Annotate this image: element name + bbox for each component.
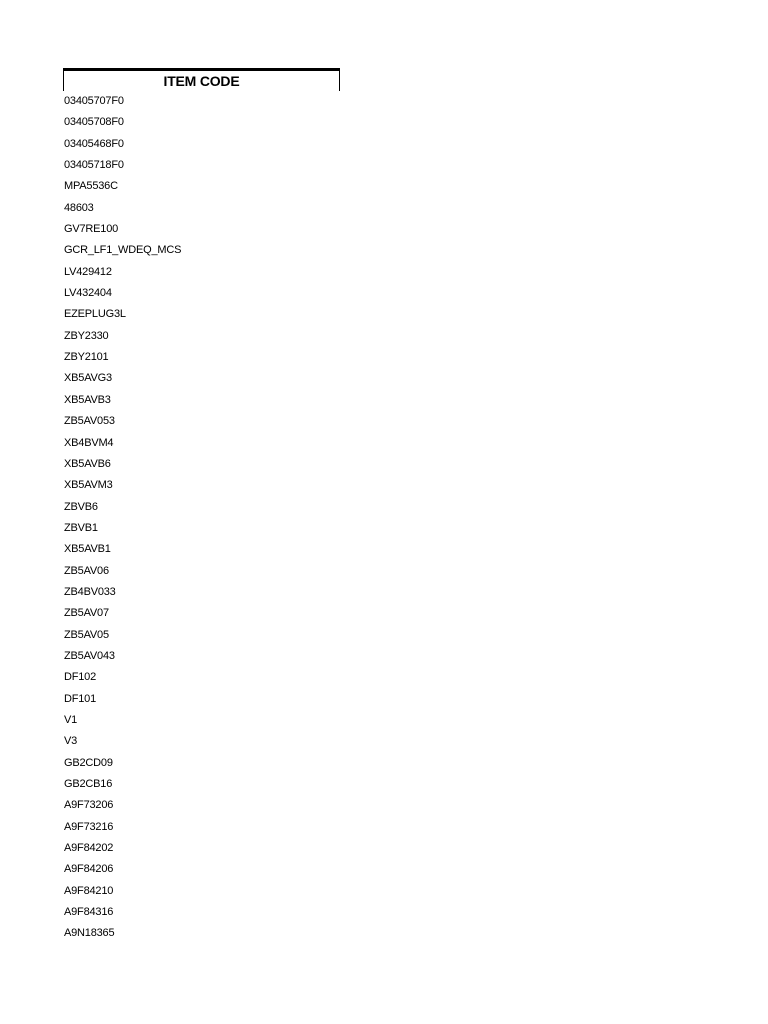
item-code-row: 03405708F0 xyxy=(64,116,124,129)
item-code-row: V3 xyxy=(64,735,78,748)
item-code-row: 48603 xyxy=(64,201,94,214)
item-code-row: LV429412 xyxy=(64,265,112,278)
item-code-row: ZB4BV033 xyxy=(64,585,116,598)
item-code-row: A9F73206 xyxy=(64,799,114,812)
item-code-row: A9N18365 xyxy=(64,927,115,940)
item-code-row: A9F84202 xyxy=(64,842,114,855)
item-code-row: DF101 xyxy=(64,692,97,705)
item-code-row: ZBY2101 xyxy=(64,351,109,364)
item-code-row: ZB5AV053 xyxy=(64,415,115,428)
item-code-row: A9F84316 xyxy=(64,906,114,919)
item-code-row: XB5AVB1 xyxy=(64,543,111,556)
item-code-row: ZB5AV06 xyxy=(64,564,109,577)
item-code-row: A9F84210 xyxy=(64,884,114,897)
item-code-row: GV7RE100 xyxy=(64,223,119,236)
item-code-row: V1 xyxy=(64,713,78,726)
item-code-row: 03405718F0 xyxy=(64,159,124,172)
item-code-row: A9F84206 xyxy=(64,863,114,876)
item-code-row: ZBY2330 xyxy=(64,329,109,342)
item-code-row: XB4BVM4 xyxy=(64,436,114,449)
item-code-row: A9F73216 xyxy=(64,820,114,833)
item-code-header: ITEM CODE xyxy=(63,68,340,91)
item-code-row: GB2CB16 xyxy=(64,778,113,790)
item-code-list xyxy=(63,91,340,945)
item-code-row: ZBVB1 xyxy=(64,521,98,534)
item-code-row: XB5AVG3 xyxy=(64,372,112,385)
item-code-row: ZBVB6 xyxy=(64,500,98,513)
item-code-row: LV432404 xyxy=(64,287,112,300)
item-code-row: XB5AVB6 xyxy=(64,457,111,470)
item-code-row: ZB5AV07 xyxy=(64,607,109,620)
item-code-row: ZB5AV043 xyxy=(64,649,115,662)
item-code-row: DF102 xyxy=(64,671,97,684)
item-code-row: 03405707F0 xyxy=(64,95,124,107)
item-code-row: XB5AVM3 xyxy=(64,479,113,492)
item-code-row: GB2CD09 xyxy=(64,756,113,769)
item-code-row: 03405468F0 xyxy=(64,137,124,150)
item-code-row: XB5AVB3 xyxy=(64,393,111,406)
item-code-row: EZEPLUG3L xyxy=(64,308,126,321)
item-code-row: MPA5536C xyxy=(64,180,118,193)
item-code-table xyxy=(63,68,340,945)
item-code-row: ZB5AV05 xyxy=(64,628,109,641)
item-code-row: GCR_LF1_WDEQ_MCS xyxy=(64,244,182,257)
